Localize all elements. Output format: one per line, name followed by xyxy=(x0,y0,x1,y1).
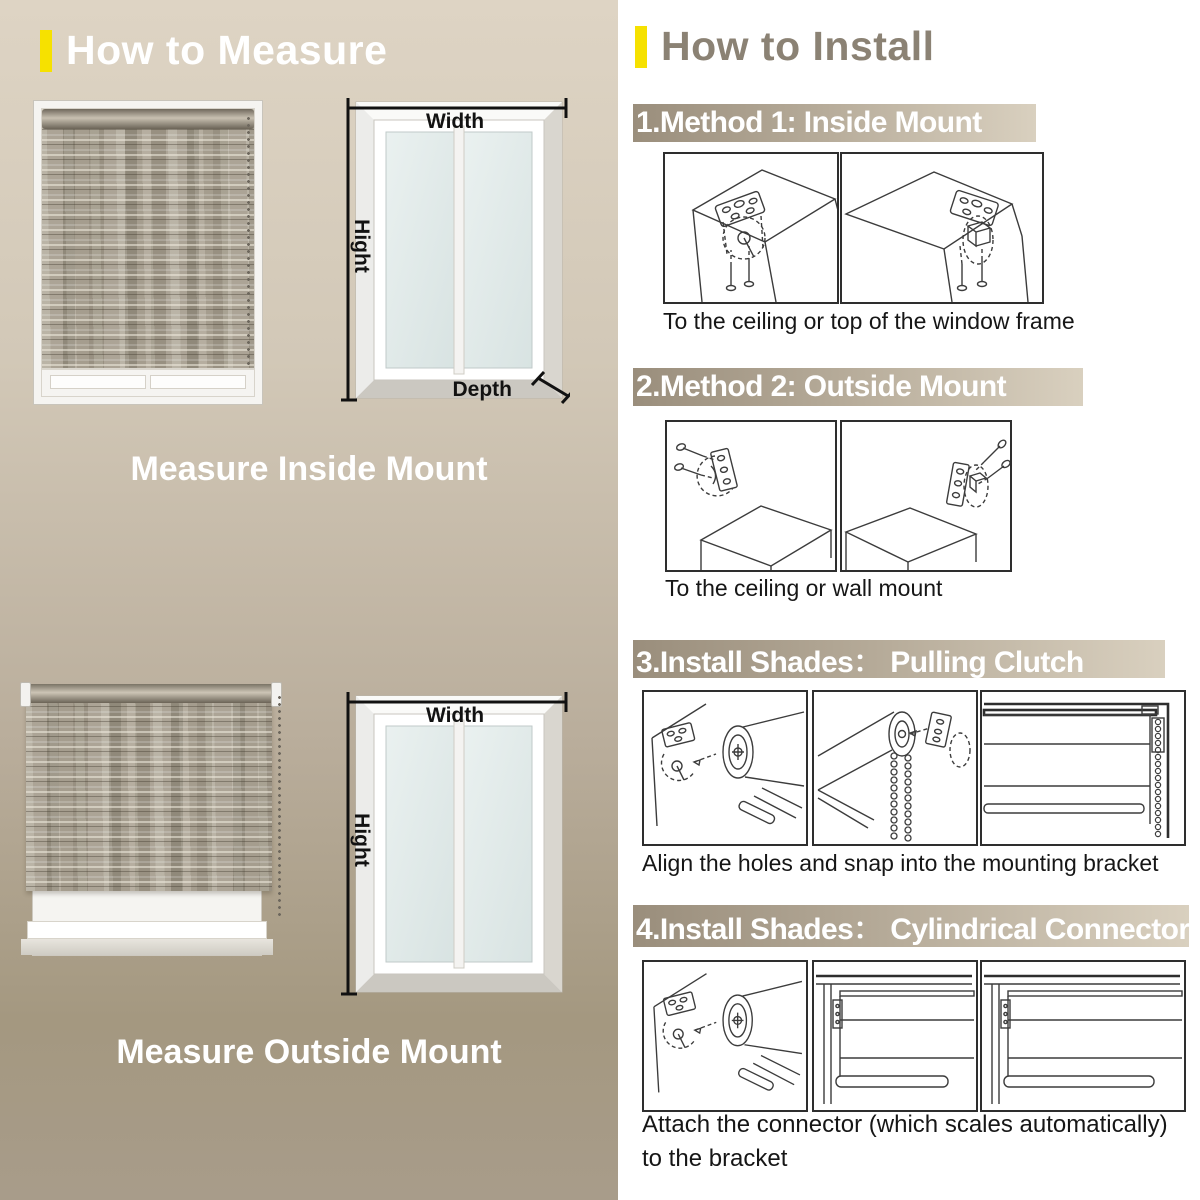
installed-shade-chain-diagram xyxy=(980,690,1186,846)
roller-blind-inside-mount-photo xyxy=(33,100,263,405)
window-frame-drawing xyxy=(340,686,570,1002)
section4-caption-line2: to the bracket xyxy=(642,1145,788,1172)
blind-fabric xyxy=(42,109,254,370)
section3-caption: Align the holes and snap into the mounting bracket xyxy=(642,850,1159,876)
height-label: Hight xyxy=(349,813,373,867)
height-label: Hight xyxy=(349,219,373,273)
section4-header xyxy=(633,905,1189,947)
blind-fabric xyxy=(26,701,272,891)
blind-roller-tube xyxy=(42,109,254,129)
install-title-row xyxy=(635,23,935,70)
section4-header-label: 4.Install Shades： Cylindrical Connector xyxy=(636,913,1190,946)
outside-mount-wall-bracket-diagram xyxy=(665,420,837,572)
inside-mount-pin-bracket-diagram xyxy=(840,152,1044,304)
inside-mount-measure-diagram xyxy=(340,92,570,408)
window-sash xyxy=(150,375,246,389)
blind-chain xyxy=(275,694,284,919)
window-ledge xyxy=(27,921,267,939)
section2-header xyxy=(633,368,1083,406)
section1-header xyxy=(633,104,1036,142)
outside-mount-caption: Measure Outside Mount xyxy=(116,1033,502,1071)
section1-caption: To the ceiling or top of the window frame xyxy=(663,308,1075,334)
window-sill xyxy=(42,368,254,396)
clutch-to-bracket-diagram xyxy=(642,690,808,846)
section4-caption xyxy=(642,1108,1200,1176)
section3-header xyxy=(633,640,1165,678)
inside-mount-caption: Measure Inside Mount xyxy=(130,450,488,488)
chain-clutch-snap-diagram xyxy=(812,690,978,846)
inside-mount-clutch-bracket-diagram xyxy=(663,152,839,304)
window-frame-drawing xyxy=(340,92,570,408)
section2-header-label: 2.Method 2: Outside Mount xyxy=(636,370,1006,403)
roller-end-cap xyxy=(20,682,31,707)
outside-mount-wall-bracket-diagram-2 xyxy=(840,420,1012,572)
outside-mount-measure-diagram xyxy=(340,686,570,1002)
yellow-accent-bar xyxy=(40,30,52,72)
connector-to-bracket-diagram xyxy=(642,960,808,1112)
measure-title: How to Measure xyxy=(66,27,388,73)
how-to-install-panel xyxy=(618,0,1200,1200)
installed-shade-front-diagram xyxy=(812,960,978,1112)
width-label: Width xyxy=(425,704,485,727)
width-label: Width xyxy=(425,110,485,133)
install-title: How to Install xyxy=(661,23,935,69)
roller-blind-outside-mount-photo xyxy=(20,684,282,992)
blind-chain xyxy=(244,115,253,392)
blind-roller-tube xyxy=(26,684,276,703)
measure-title-row xyxy=(40,27,387,74)
section3-header-label: 3.Install Shades： Pulling Clutch xyxy=(636,646,1084,679)
window-sill-bevel xyxy=(21,939,273,955)
section2-caption: To the ceiling or wall mount xyxy=(665,575,943,601)
window-sash xyxy=(50,375,146,389)
section4-caption-line1: Attach the connector (which scales automatically) xyxy=(642,1111,1168,1138)
yellow-accent-bar xyxy=(635,26,647,68)
depth-label: Depth xyxy=(452,378,512,401)
installed-shade-front-diagram-2 xyxy=(980,960,1186,1112)
section1-header-label: 1.Method 1: Inside Mount xyxy=(636,106,982,139)
